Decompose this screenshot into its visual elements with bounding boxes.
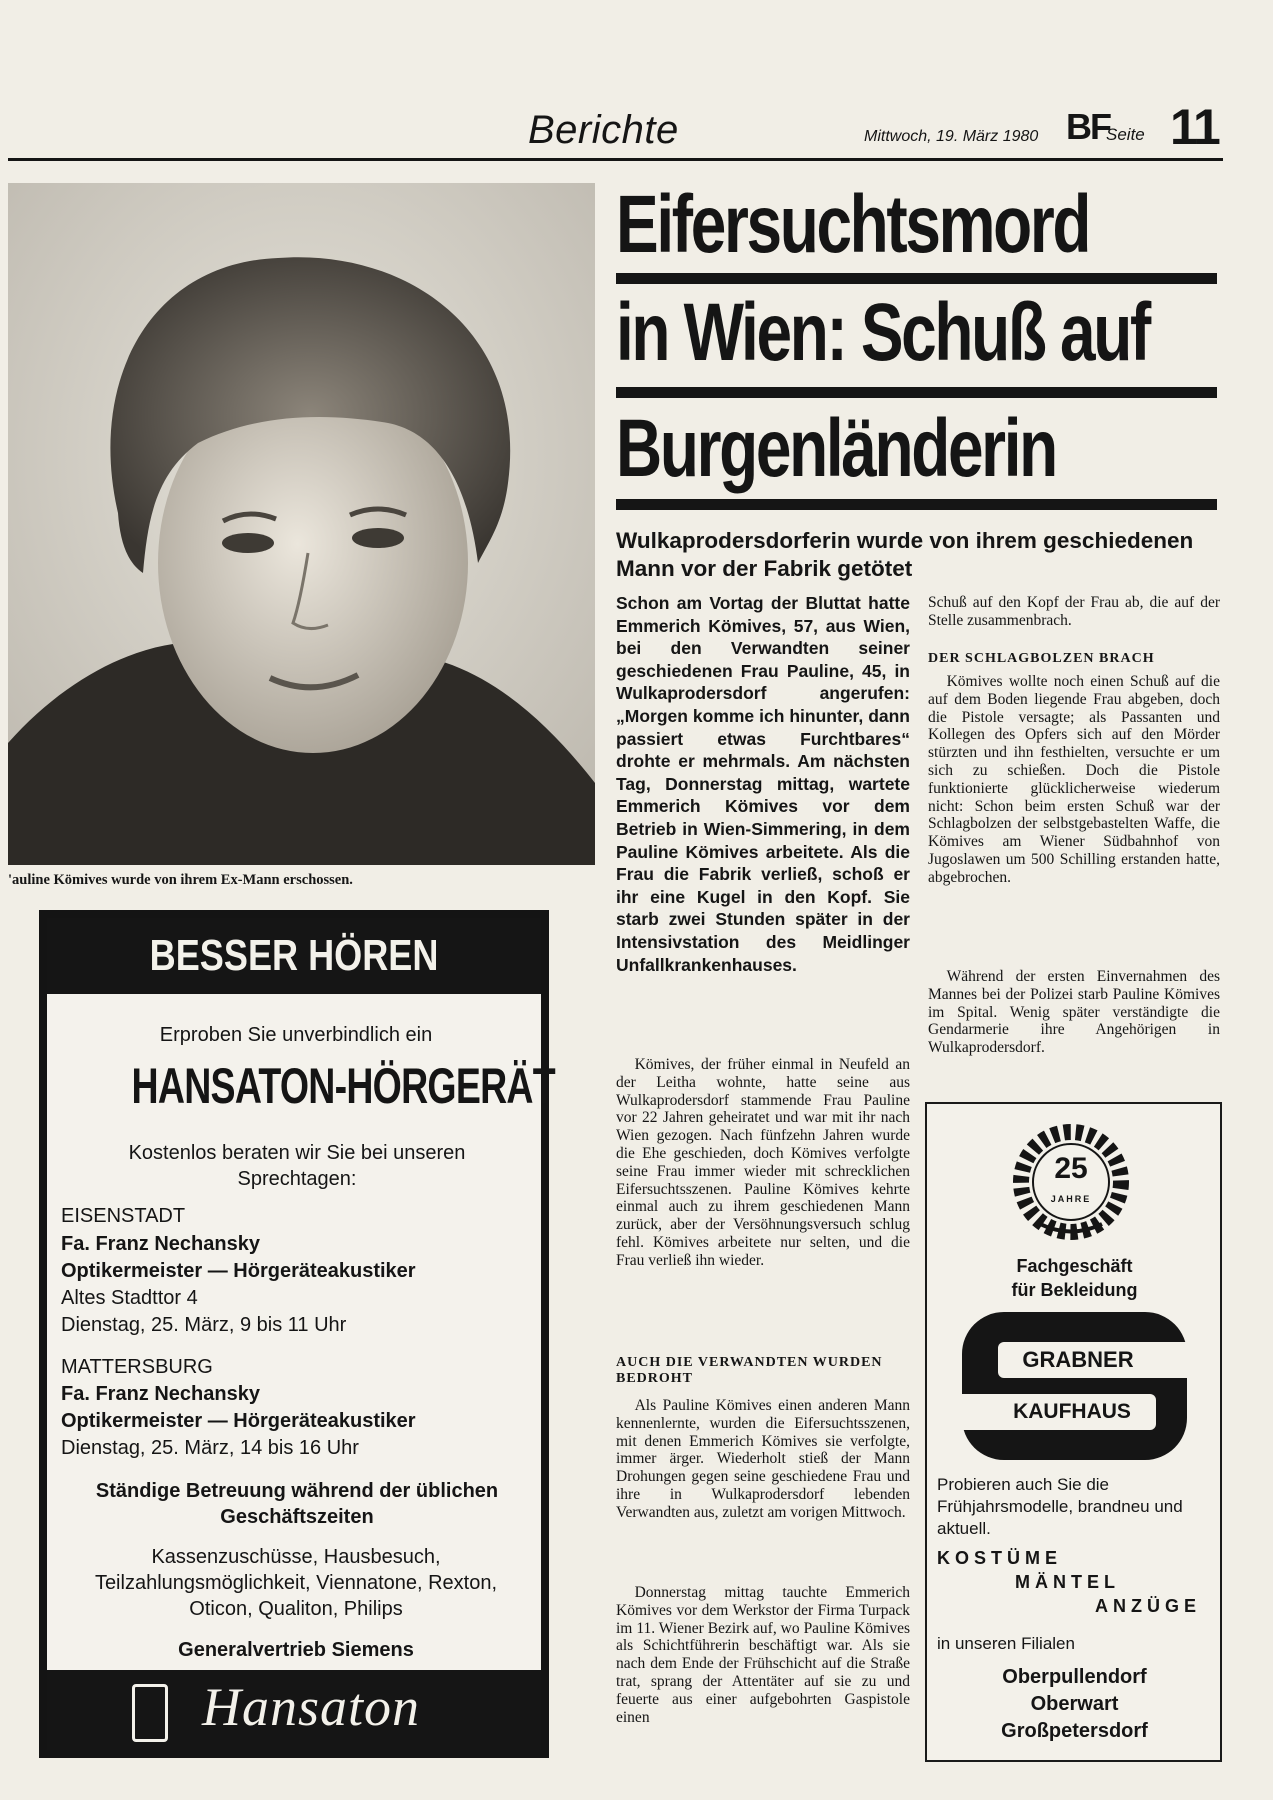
location-2-city: MATTERSBURG bbox=[61, 1356, 213, 1378]
location-1-company: Fa. Franz Nechansky bbox=[61, 1233, 260, 1255]
location-1-profession: Optikermeister — Hörgeräteakustiker bbox=[61, 1260, 416, 1282]
page-number: 11 bbox=[1170, 99, 1219, 155]
headline-rule-1 bbox=[616, 273, 1217, 284]
page-label: Seite bbox=[1106, 125, 1145, 144]
subheadline: Wulkaprodersdorferin wurde von ihrem geschiedenen Mann vor der Fabrik getötet bbox=[616, 528, 1194, 581]
shop-offer: Probieren auch Sie die Frühjahrsmodelle, brandneu und aktuell. bbox=[937, 1475, 1183, 1538]
hansaton-logo-icon bbox=[132, 1684, 168, 1742]
location-1-city: EISENSTADT bbox=[61, 1205, 186, 1227]
shop-item-2: MÄNTEL bbox=[1015, 1572, 1120, 1592]
clothing-store-ad bbox=[925, 1102, 1222, 1762]
headline-line-3: Burgenländerin bbox=[616, 403, 1056, 494]
article-paragraph-2: Als Pauline Kömives einen anderen Mann kennenlernte, wurden die Eifersuchtsszenen, mit denen Emmerich Kömives sie verfolgte, immer ärger. Wiederholt stieß der Mann Drohungen gegen seine geschiedene Frau und ihre in Wulkaprodersdorf lebenden Verwandten aus, zuletzt am vorigen Mittwoch. bbox=[616, 1397, 910, 1521]
headline-rule-2 bbox=[616, 387, 1217, 398]
badge-label: JAHRE bbox=[1050, 1194, 1092, 1204]
shop-tagline-1: Fachgeschäft bbox=[1016, 1256, 1133, 1276]
article-paragraph-5: Kömives wollte noch einen Schuß auf die auf dem Boden liegende Frau abgeben, doch die Pistole versagte; als Passanten und Kollegen des Opfers sich auf den Mörder stürzten und ihn festhielten, versuchte er um sich zu schießen. Doch die Pistole funktionierte glücklicherweise wiederum nicht: Schon beim ersten Schuß war der Schlagbolzen der selbstgebastelten Waffe, die Kömives am Wiener Südbahnhof von Jugoslawen um 500 Schilling erstanden hatte, abgebrochen. bbox=[928, 673, 1220, 886]
badge-number: 25 bbox=[1054, 1152, 1088, 1185]
article-paragraph-4: Schuß auf den Kopf der Frau ab, die auf der Stelle zusammenbrach. bbox=[928, 594, 1220, 629]
article-lead: Schon am Vortag der Bluttat hatte Emmerich Kömives, 57, aus Wien, bei den Verwandten seiner geschiedenen Frau Pauline, 45, in Wulkaprodersdorf angerufen: „Morgen komme ich hinunter, dann passiert etwas Furchtbares“ drohte er mehrmals. Am nächsten Tag, Donnerstag mittag, wartete Emmerich Kömives vor dem Betrieb in Wien-Simmering, in dem Pauline Kömives arbeitete. Als die Frau die Fabrik verließ, schoß er ihr eine Kugel in den Kopf. Sie starb zwei Stunden später in der Intensivstation des Meidlinger Unfallkrankenhauses. bbox=[616, 593, 910, 975]
headline-line-2: in Wien: Schuß auf bbox=[616, 287, 1149, 378]
kaufhaus-logo bbox=[962, 1312, 1187, 1460]
shop-item-3: ANZÜGE bbox=[1095, 1596, 1201, 1616]
location-1-date: Dienstag, 25. März, 9 bis 11 Uhr bbox=[61, 1314, 347, 1336]
ad-service: Ständige Betreuung während der üblichen Geschäftszeiten bbox=[95, 1480, 499, 1528]
ad-banner: BESSER HÖREN bbox=[47, 918, 541, 994]
article-subheading-1: AUCH DIE VERWANDTEN WURDEN BEDROHT bbox=[616, 1355, 883, 1386]
headline-rule-3 bbox=[616, 499, 1217, 510]
headline-line-1: Eifersuchtsmord bbox=[616, 179, 1090, 270]
ad-extras: Kassenzuschüsse, Hausbesuch, Teilzahlungsmöglichkeit, Viennatone, Rexton, Oticon, Qualiton, Philips bbox=[94, 1546, 498, 1620]
ad-advice: Kostenlos beraten wir Sie bei unseren Sprechtagen: bbox=[128, 1142, 466, 1190]
location-2-profession: Optikermeister — Hörgeräteakustiker bbox=[61, 1410, 416, 1432]
shop-branches-label: in unseren Filialen bbox=[937, 1634, 1075, 1653]
ad-distribution: Generalvertrieb Siemens bbox=[178, 1639, 414, 1661]
article-paragraph-1: Kömives, der früher einmal in Neufeld an der Leitha wohnte, hatte seine aus Wulkaprodersdorf stammende Frau Pauline vor 22 Jahren geheiratet und war mit ihr nach Wien gezogen. Nach fünfzehn Jahren wurde die Ehe geschieden, doch Kömives verfolgte seine Frau immer wieder mit schrecklichen Eifersuchtsszenen. Pauline Kömives kehrte einmal auch zu ihrem geschiedenen Mann zurück, aber der Versöhnungsversuch schlug fehl. Kömives arbeitete nur selten, und die Frau verließ ihn wieder. bbox=[616, 1056, 910, 1269]
ad-intro: Erproben Sie unverbindlich ein bbox=[159, 1024, 433, 1046]
article-paragraph-6: Während der ersten Einvernahmen des Mannes bei der Polizei starb Pauline Kömives im Spital. Wenig später verständigte die Gendarmerie ihre Angehörigen in Wulkaprodersdorf. bbox=[928, 968, 1220, 1057]
photo-caption: 'auline Kömives wurde von ihrem Ex-Mann erschossen. bbox=[8, 872, 353, 888]
logo-line-1: GRABNER bbox=[998, 1342, 1158, 1378]
ad-footer-brand: Hansaton bbox=[202, 1677, 421, 1737]
logo-line-2: KAUFHAUS bbox=[988, 1394, 1156, 1430]
location-1-address: Altes Stadttor 4 bbox=[61, 1287, 198, 1309]
ad-product: HANSATON-HÖRGERÄT bbox=[131, 1058, 555, 1114]
location-2-date: Dienstag, 25. März, 14 bis 16 Uhr bbox=[61, 1437, 359, 1459]
location-2-company: Fa. Franz Nechansky bbox=[61, 1383, 260, 1405]
issue-date: Mittwoch, 19. März 1980 bbox=[864, 128, 1039, 145]
hearing-aid-ad bbox=[39, 910, 555, 1758]
article-subheading-2: DER SCHLAGBOLZEN BRACH bbox=[928, 651, 1155, 666]
portrait-illustration bbox=[8, 183, 595, 865]
shop-item-1: KOSTÜME bbox=[937, 1548, 1062, 1568]
shop-branch-2: Oberwart bbox=[1030, 1693, 1119, 1715]
shop-branch-3: Großpetersdorf bbox=[1001, 1720, 1148, 1742]
anniversary-badge bbox=[1010, 1124, 1132, 1244]
ad-footer bbox=[47, 1670, 541, 1750]
shop-tagline-2: für Bekleidung bbox=[1011, 1280, 1138, 1300]
portrait-photo bbox=[8, 183, 595, 865]
article-paragraph-3: Donnerstag mittag tauchte Emmerich Kömives vor dem Werkstor der Firma Turpack im 11. Wiener Bezirk auf, wo Pauline Kömives als Schichtführerin beschäftigt war. Als sie nach dem Ende der Frühschicht auf die Straße trat, sprang der Attentäter auf sie zu und feuerte aus einer aufgebohrten Gaspistole einen bbox=[616, 1584, 910, 1726]
newspaper-logo: BF bbox=[1066, 106, 1110, 147]
header-rule bbox=[8, 158, 1223, 161]
shop-branch-1: Oberpullendorf bbox=[1002, 1666, 1147, 1688]
section-title: Berichte bbox=[528, 108, 679, 152]
